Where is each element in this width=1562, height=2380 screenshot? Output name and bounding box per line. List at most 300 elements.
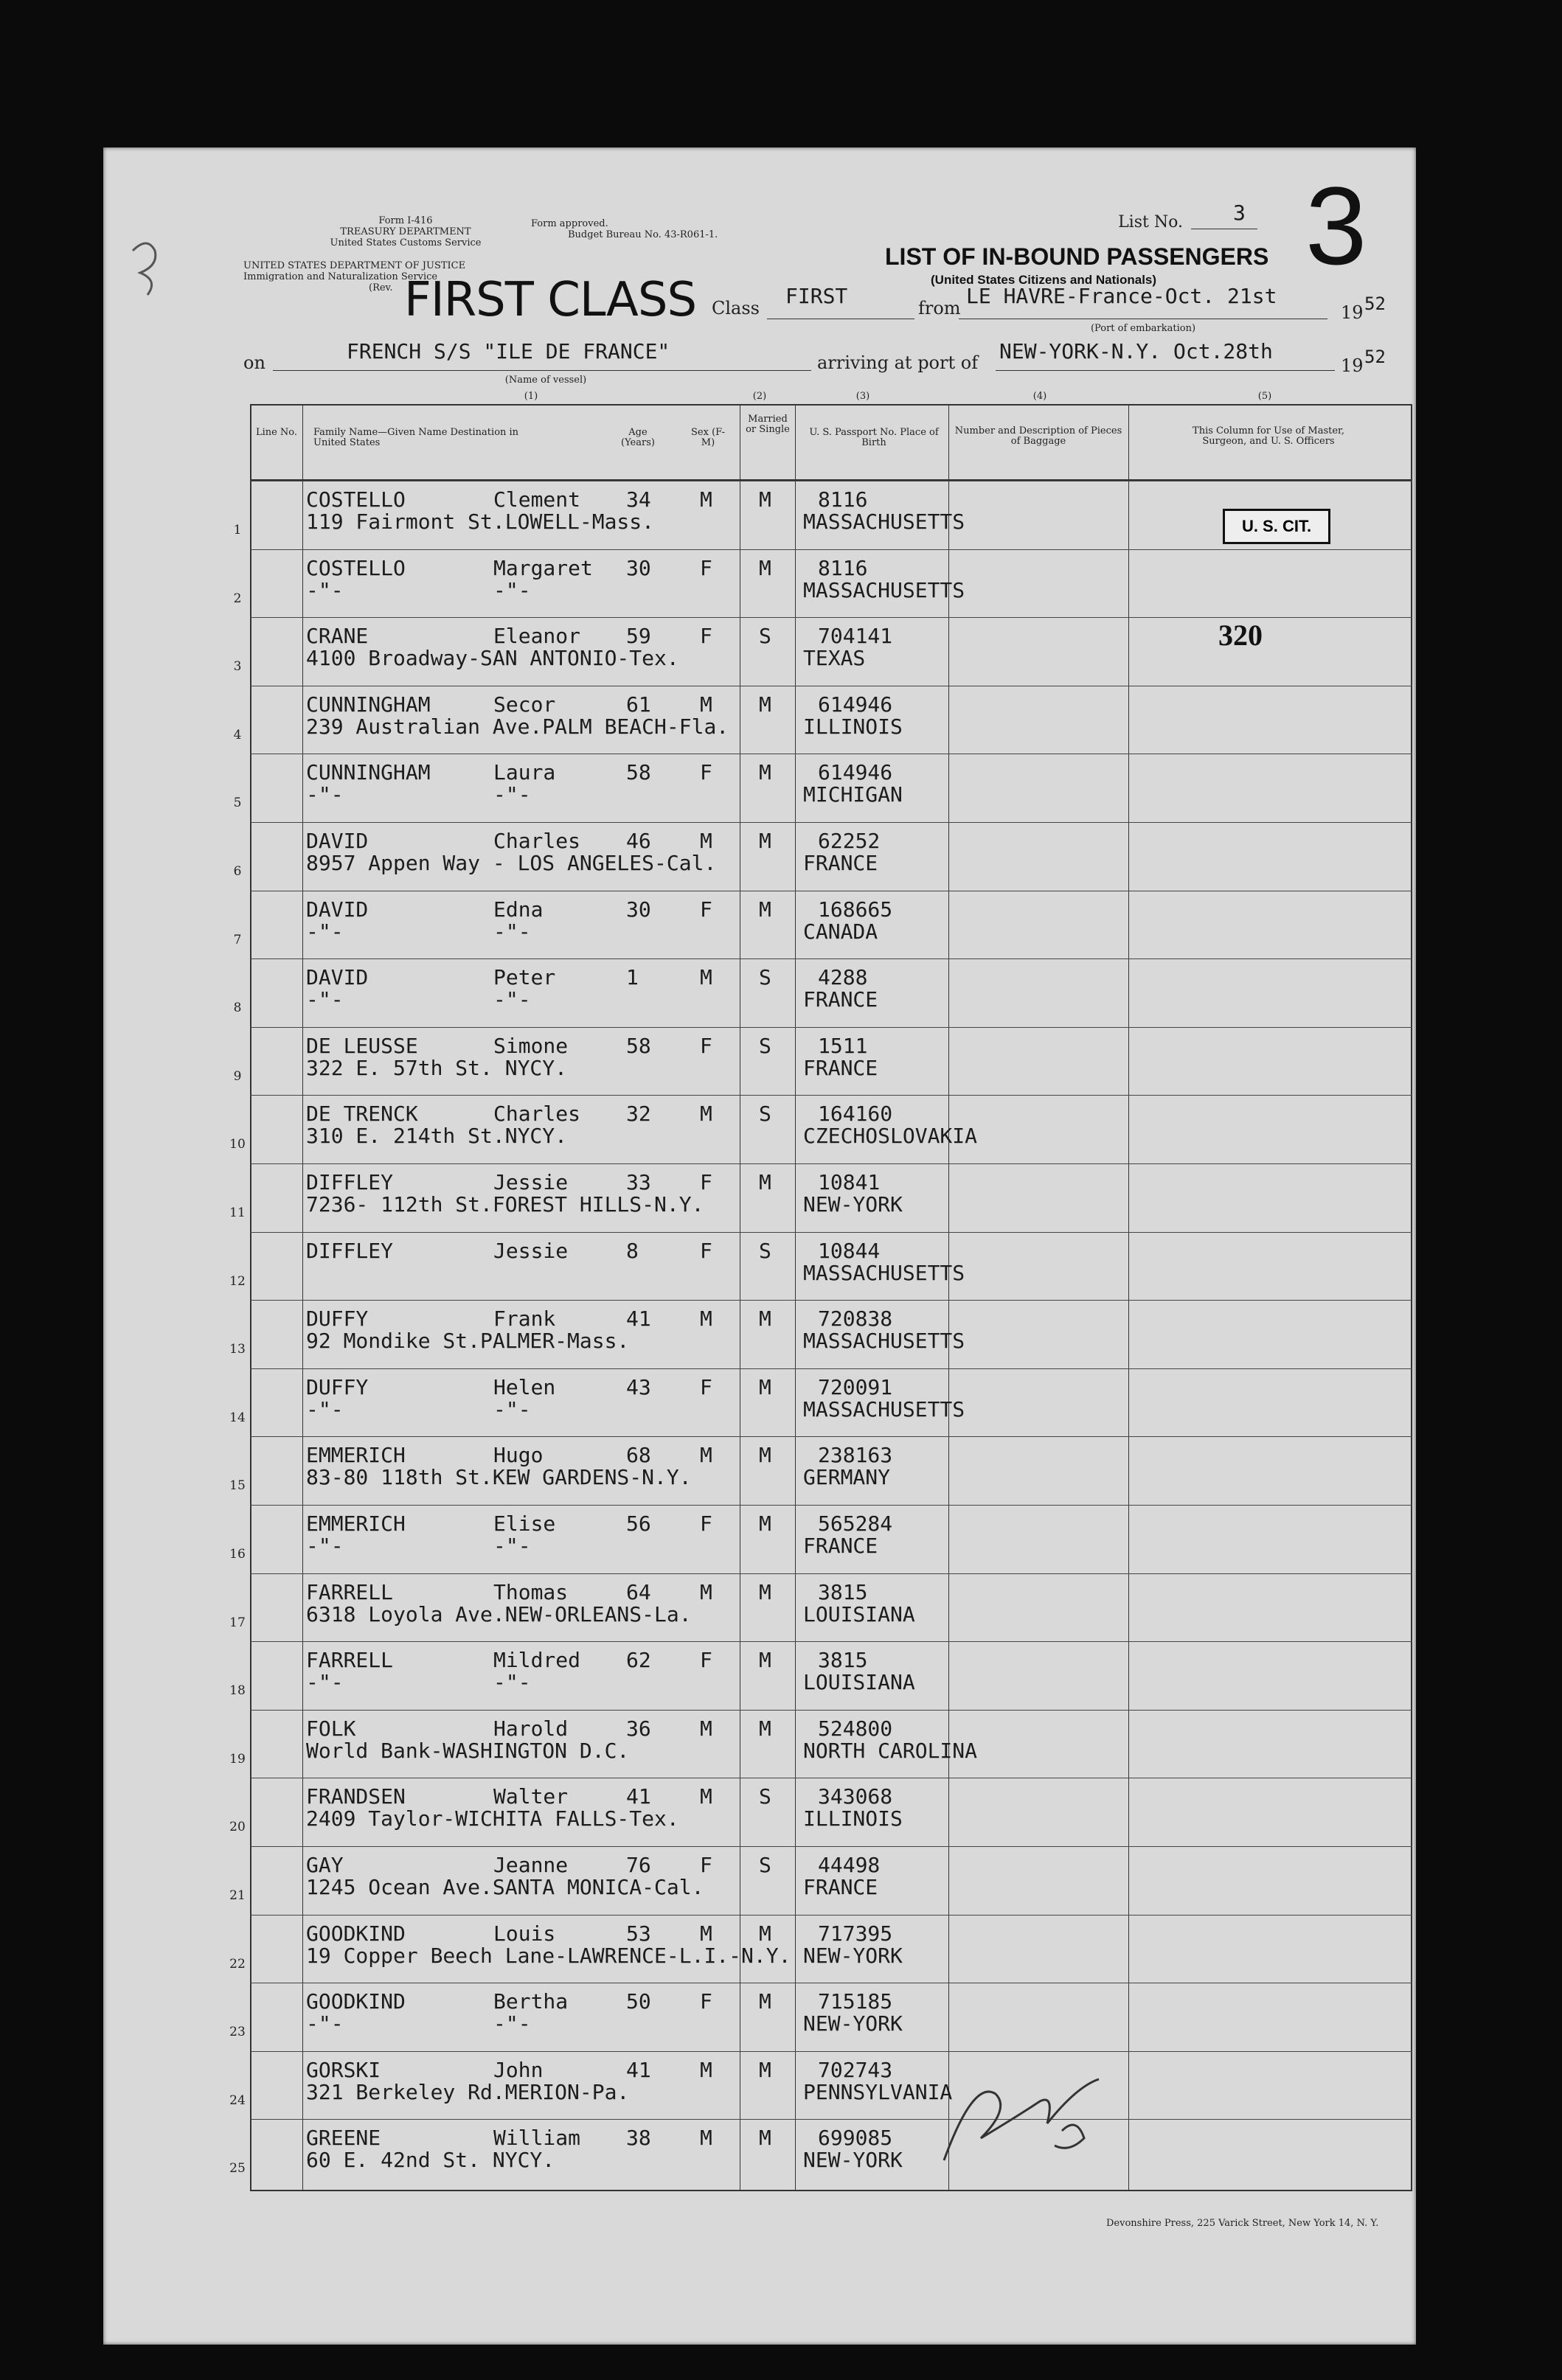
place-of-birth: MASSACHUSETTS bbox=[803, 1396, 965, 1422]
passport-number: 8116 bbox=[818, 555, 868, 580]
printer-footer: Devonshire Press, 225 Varick Street, New York 14, N. Y. bbox=[1106, 2218, 1379, 2229]
given-name: Jessie bbox=[493, 1238, 569, 1263]
destination: 4100 Broadway-SAN ANTONIO-Tex. bbox=[306, 646, 679, 671]
destination: 83-80 118th St.KEW GARDENS-N.Y. bbox=[306, 1465, 692, 1490]
place-of-birth: CANADA bbox=[803, 919, 878, 944]
age-value: 58 bbox=[626, 760, 651, 785]
family-name: FRANDSEN bbox=[306, 1784, 406, 1809]
table-bottom-border bbox=[250, 2190, 1412, 2191]
passport-number: 614946 bbox=[818, 692, 893, 717]
passport-number: 10844 bbox=[818, 1238, 881, 1263]
destination: 1245 Ocean Ave.SANTA MONICA-Cal. bbox=[306, 1875, 704, 1899]
table-row bbox=[229, 1778, 1412, 1846]
passport-number: 524800 bbox=[818, 1716, 893, 1741]
col-marker-5: (5) bbox=[1257, 391, 1272, 402]
marital-status: M bbox=[759, 1374, 771, 1399]
destination: -"- bbox=[306, 1670, 344, 1695]
ins-service: Immigration and Naturalization Service bbox=[243, 271, 438, 282]
table-row bbox=[229, 1095, 1412, 1163]
sex-value: F bbox=[700, 1033, 712, 1058]
line-number: 11 bbox=[229, 1205, 246, 1220]
given-ditto: -"- bbox=[493, 2011, 531, 2036]
rev-note: (Rev. bbox=[369, 282, 393, 293]
arriving-underline bbox=[996, 370, 1335, 371]
family-name: COSTELLO bbox=[306, 555, 406, 580]
page-big-number: 3 bbox=[1305, 164, 1367, 288]
line-number: 10 bbox=[229, 1137, 246, 1152]
line-number: 2 bbox=[233, 591, 242, 606]
destination: 8957 Appen Way - LOS ANGELES-Cal. bbox=[306, 851, 717, 875]
line-number: 4 bbox=[233, 727, 242, 742]
line-number: 24 bbox=[229, 2092, 246, 2108]
from-label: from bbox=[918, 298, 961, 319]
sex-value: F bbox=[700, 897, 712, 922]
place-of-birth: LOUISIANA bbox=[803, 1670, 915, 1695]
table-row bbox=[233, 958, 1412, 1027]
place-of-birth: MICHIGAN bbox=[803, 782, 903, 807]
given-ditto: -"- bbox=[493, 782, 531, 807]
given-name: Bertha bbox=[493, 1989, 569, 2014]
destination: 119 Fairmont St.LOWELL-Mass. bbox=[306, 509, 655, 534]
given-name: Jessie bbox=[493, 1170, 569, 1194]
col-marker-2: (2) bbox=[752, 391, 767, 402]
passport-number: 164160 bbox=[818, 1102, 893, 1127]
family-name: DIFFLEY bbox=[306, 1170, 394, 1194]
age-value: 34 bbox=[626, 487, 651, 512]
place-of-birth: CZECHOSLOVAKIA bbox=[803, 1124, 978, 1149]
passport-number: 10841 bbox=[818, 1170, 881, 1194]
table-row bbox=[233, 754, 1412, 822]
year-value-1: 52 bbox=[1364, 293, 1386, 314]
place-of-birth: FRANCE bbox=[803, 987, 878, 1012]
age-value: 36 bbox=[626, 1716, 651, 1741]
class-label: Class bbox=[712, 298, 760, 319]
table-row bbox=[229, 1368, 1412, 1437]
from-value: LE HAVRE-France-Oct. 21st bbox=[966, 284, 1277, 308]
vessel-name: FRENCH S/S "ILE DE FRANCE" bbox=[347, 339, 670, 363]
given-name: Secor bbox=[493, 692, 556, 717]
line-number: 14 bbox=[229, 1410, 246, 1425]
given-ditto: -"- bbox=[493, 1534, 531, 1558]
col-marker-1: (1) bbox=[524, 391, 538, 402]
table-row bbox=[233, 686, 1412, 754]
family-name: EMMERICH bbox=[306, 1511, 406, 1536]
marital-status: M bbox=[759, 2057, 771, 2082]
given-name: Helen bbox=[493, 1374, 556, 1399]
list-subtitle: (United States Citizens and Nationals) bbox=[931, 273, 1157, 287]
destination: -"- bbox=[306, 919, 344, 944]
place-of-birth: NEW-YORK bbox=[803, 2011, 903, 2036]
form-number: Form I-416 bbox=[378, 215, 433, 226]
destination: -"- bbox=[306, 987, 344, 1012]
family-name: GREENE bbox=[306, 2126, 381, 2151]
list-no-label: List No. bbox=[1118, 213, 1183, 232]
table-row bbox=[229, 1163, 1412, 1232]
sex-value: F bbox=[700, 1648, 712, 1673]
place-of-birth: LOUISIANA bbox=[803, 1601, 915, 1626]
on-label: on bbox=[243, 352, 265, 373]
passport-number: 4288 bbox=[818, 965, 868, 990]
sex-value: M bbox=[700, 1443, 712, 1468]
place-of-birth: PENNSYLVANIA bbox=[803, 2079, 953, 2104]
age-value: 33 bbox=[626, 1170, 651, 1194]
col-marker-4: (4) bbox=[1032, 391, 1047, 402]
place-of-birth: TEXAS bbox=[803, 646, 866, 671]
given-name: Laura bbox=[493, 760, 556, 785]
table-row bbox=[233, 891, 1412, 959]
passport-number: 3815 bbox=[818, 1648, 868, 1673]
given-name: Charles bbox=[493, 829, 581, 853]
line-number: 3 bbox=[233, 659, 242, 675]
place-of-birth: GERMANY bbox=[803, 1465, 891, 1490]
line-number: 12 bbox=[229, 1273, 246, 1289]
age-value: 76 bbox=[626, 1853, 651, 1877]
age-value: 1 bbox=[626, 965, 639, 990]
family-name: GOODKIND bbox=[306, 1989, 406, 2014]
marital-status: M bbox=[759, 1716, 771, 1741]
sex-value: M bbox=[700, 1784, 712, 1809]
age-value: 50 bbox=[626, 1989, 651, 2014]
destination: World Bank-WASHINGTON D.C. bbox=[306, 1738, 630, 1763]
passport-number: 62252 bbox=[818, 829, 881, 853]
age-value: 68 bbox=[626, 1443, 651, 1468]
place-of-birth: NEW-YORK bbox=[803, 2148, 903, 2173]
marital-status: M bbox=[759, 897, 771, 922]
table-row bbox=[229, 1641, 1412, 1710]
destination: 310 E. 214th St.NYCY. bbox=[306, 1124, 568, 1149]
passport-number: 3815 bbox=[818, 1579, 868, 1604]
given-name: Harold bbox=[493, 1716, 569, 1741]
marital-status: M bbox=[759, 760, 771, 785]
list-no-value: 3 bbox=[1233, 201, 1246, 225]
line-number: 25 bbox=[229, 2161, 246, 2177]
given-ditto: -"- bbox=[493, 1670, 531, 1695]
age-value: 8 bbox=[626, 1238, 639, 1263]
family-name: DAVID bbox=[306, 965, 369, 990]
sex-value: M bbox=[700, 2057, 712, 2082]
destination: 6318 Loyola Ave.NEW-ORLEANS-La. bbox=[306, 1601, 692, 1626]
signature-mark bbox=[929, 2050, 1136, 2182]
given-name: Frank bbox=[493, 1306, 556, 1332]
family-name: FARRELL bbox=[306, 1579, 394, 1604]
header-married: Married or Single bbox=[746, 414, 790, 435]
header-age: Age (Years) bbox=[621, 427, 655, 448]
destination: 92 Mondike St.PALMER-Mass. bbox=[306, 1329, 630, 1354]
destination: -"- bbox=[306, 782, 344, 807]
age-value: 32 bbox=[626, 1102, 651, 1127]
sex-value: F bbox=[700, 760, 712, 785]
passport-number: 614946 bbox=[818, 760, 893, 785]
arriving-label: arriving at port of bbox=[817, 352, 979, 373]
family-name: FARRELL bbox=[306, 1648, 394, 1673]
passport-number: 699085 bbox=[818, 2126, 893, 2151]
line-number: 8 bbox=[233, 1001, 242, 1016]
age-value: 59 bbox=[626, 624, 651, 649]
year-label-1: 19 bbox=[1341, 302, 1364, 323]
sex-value: F bbox=[700, 1989, 712, 2014]
table-row bbox=[233, 617, 1412, 686]
header-line-no: Line No. bbox=[255, 427, 298, 438]
family-name: GORSKI bbox=[306, 2057, 381, 2082]
marital-status: M bbox=[759, 1511, 771, 1536]
family-name: DE LEUSSE bbox=[306, 1033, 418, 1058]
line-number: 19 bbox=[229, 1751, 246, 1767]
age-value: 41 bbox=[626, 2057, 651, 2082]
col-marker-3: (3) bbox=[855, 391, 870, 402]
year-label-2: 19 bbox=[1341, 355, 1364, 376]
family-name: DAVID bbox=[306, 897, 369, 922]
line-number: 6 bbox=[233, 864, 242, 879]
budget-bureau: Budget Bureau No. 43-R061-1. bbox=[568, 229, 718, 240]
marital-status: M bbox=[759, 1989, 771, 2014]
place-of-birth: FRANCE bbox=[803, 1534, 878, 1558]
family-name: CUNNINGHAM bbox=[306, 692, 431, 717]
marital-status: M bbox=[759, 1170, 771, 1194]
given-name: William bbox=[493, 2126, 581, 2151]
family-name: CRANE bbox=[306, 624, 369, 649]
given-name: Jeanne bbox=[493, 1853, 569, 1877]
marital-status: M bbox=[759, 1921, 771, 1946]
sex-value: F bbox=[700, 1374, 712, 1399]
place-of-birth: NEW-YORK bbox=[803, 1943, 903, 1968]
table-row bbox=[229, 2119, 1412, 2188]
given-name: Charles bbox=[493, 1102, 581, 1127]
age-value: 41 bbox=[626, 1784, 651, 1809]
line-number: 17 bbox=[229, 1615, 246, 1630]
passport-number: 715185 bbox=[818, 1989, 893, 2014]
sex-value: F bbox=[700, 1238, 712, 1263]
table-row bbox=[229, 1436, 1412, 1505]
sex-value: F bbox=[700, 1170, 712, 1194]
passport-number: 717395 bbox=[818, 1921, 893, 1946]
given-name: Peter bbox=[493, 965, 556, 990]
marital-status: M bbox=[759, 1579, 771, 1604]
table-row bbox=[229, 1505, 1412, 1573]
place-of-birth: ILLINOIS bbox=[803, 1806, 903, 1831]
sex-value: F bbox=[700, 555, 712, 580]
port-embarkation-caption: (Port of embarkation) bbox=[1090, 323, 1196, 334]
sex-value: F bbox=[700, 1853, 712, 1877]
header-sex: Sex (F-M) bbox=[691, 427, 725, 448]
place-of-birth: MASSACHUSETTS bbox=[803, 1260, 965, 1285]
sex-value: M bbox=[700, 1306, 712, 1332]
family-name: FOLK bbox=[306, 1716, 356, 1741]
destination: 321 Berkeley Rd.MERION-Pa. bbox=[306, 2079, 630, 2104]
arriving-value: NEW-YORK-N.Y. Oct.28th bbox=[999, 339, 1273, 363]
line-number: 9 bbox=[233, 1068, 242, 1084]
given-name: Mildred bbox=[493, 1648, 581, 1673]
given-name: Louis bbox=[493, 1921, 556, 1946]
sex-value: M bbox=[700, 965, 712, 990]
family-name: DIFFLEY bbox=[306, 1238, 394, 1263]
table-row bbox=[229, 1846, 1412, 1915]
passport-number: 44498 bbox=[818, 1853, 881, 1877]
sex-value: M bbox=[700, 829, 712, 853]
sex-value: M bbox=[700, 487, 712, 512]
marital-status: M bbox=[759, 555, 771, 580]
marital-status: M bbox=[759, 692, 771, 717]
table-row bbox=[229, 1915, 1412, 1983]
passport-number: 704141 bbox=[818, 624, 893, 649]
marital-status: S bbox=[759, 624, 771, 649]
age-value: 46 bbox=[626, 829, 651, 853]
line-number: 7 bbox=[233, 932, 242, 947]
line-number: 22 bbox=[229, 1956, 246, 1972]
sex-value: F bbox=[700, 1511, 712, 1536]
passport-number: 702743 bbox=[818, 2057, 893, 2082]
destination: 60 E. 42nd St. NYCY. bbox=[306, 2148, 555, 2173]
given-name: Hugo bbox=[493, 1443, 544, 1468]
destination: -"- bbox=[306, 1396, 344, 1422]
header-name: Family Name—Given Name Destination in United States bbox=[313, 427, 519, 448]
header-passport: U. S. Passport No. Place of Birth bbox=[809, 427, 939, 448]
marital-status: S bbox=[759, 1784, 771, 1809]
table-row bbox=[233, 549, 1412, 618]
table-row bbox=[233, 822, 1412, 891]
age-value: 64 bbox=[626, 1579, 651, 1604]
given-ditto: -"- bbox=[493, 987, 531, 1012]
line-number: 1 bbox=[233, 523, 242, 537]
age-value: 62 bbox=[626, 1648, 651, 1673]
inspector-stamp-number: 320 bbox=[1218, 619, 1263, 652]
destination: 2409 Taylor-WICHITA FALLS-Tex. bbox=[306, 1806, 679, 1831]
age-value: 43 bbox=[626, 1374, 651, 1399]
place-of-birth: FRANCE bbox=[803, 1875, 878, 1899]
age-value: 30 bbox=[626, 555, 651, 580]
passport-number: 720838 bbox=[818, 1306, 893, 1332]
given-name: Edna bbox=[493, 897, 544, 922]
marital-status: M bbox=[759, 487, 771, 512]
place-of-birth: MASSACHUSETTS bbox=[803, 577, 965, 602]
marital-status: M bbox=[759, 2126, 771, 2151]
family-name: DAVID bbox=[306, 829, 369, 853]
given-name: Margaret bbox=[493, 555, 593, 580]
sex-value: M bbox=[700, 2126, 712, 2151]
destination: 19 Copper Beech Lane-LAWRENCE-L.I.-N.Y. bbox=[306, 1943, 791, 1968]
line-number: 20 bbox=[229, 1820, 246, 1835]
place-of-birth: ILLINOIS bbox=[803, 714, 903, 739]
given-name: Clement bbox=[493, 487, 581, 512]
sex-value: M bbox=[700, 1921, 712, 1946]
table-row bbox=[229, 1710, 1412, 1778]
family-name: COSTELLO bbox=[306, 487, 406, 512]
line-number: 21 bbox=[229, 1888, 246, 1903]
marital-status: S bbox=[759, 1853, 771, 1877]
destination: -"- bbox=[306, 1534, 344, 1558]
us-citizen-stamp: U. S. CIT. bbox=[1223, 509, 1330, 544]
given-ditto: -"- bbox=[493, 577, 531, 602]
family-name: DUFFY bbox=[306, 1374, 369, 1399]
justice-dept: UNITED STATES DEPARTMENT OF JUSTICE bbox=[243, 260, 466, 271]
treasury-dept: TREASURY DEPARTMENT bbox=[340, 226, 471, 237]
marital-status: S bbox=[759, 965, 771, 990]
margin-pencil-mark bbox=[125, 236, 170, 302]
family-name: GOODKIND bbox=[306, 1921, 406, 1946]
customs-service: United States Customs Service bbox=[330, 237, 482, 248]
form-approved: Form approved. bbox=[531, 218, 608, 229]
line-number: 13 bbox=[229, 1342, 246, 1357]
marital-status: M bbox=[759, 1306, 771, 1332]
destination: -"- bbox=[306, 577, 344, 602]
destination: 239 Australian Ave.PALM BEACH-Fla. bbox=[306, 714, 729, 739]
given-name: Elise bbox=[493, 1511, 556, 1536]
vessel-underline bbox=[273, 370, 811, 371]
place-of-birth: FRANCE bbox=[803, 1055, 878, 1080]
header-baggage: Number and Description of Pieces of Baggage bbox=[954, 425, 1122, 447]
passport-number: 720091 bbox=[818, 1374, 893, 1399]
age-value: 38 bbox=[626, 2126, 651, 2151]
list-title: LIST OF IN-BOUND PASSENGERS bbox=[885, 243, 1269, 270]
passport-number: 343068 bbox=[818, 1784, 893, 1809]
marital-status: S bbox=[759, 1102, 771, 1127]
line-number: 5 bbox=[233, 796, 242, 811]
age-value: 58 bbox=[626, 1033, 651, 1058]
sex-value: F bbox=[700, 624, 712, 649]
line-number: 23 bbox=[229, 2025, 246, 2040]
marital-status: S bbox=[759, 1033, 771, 1058]
family-name: EMMERICH bbox=[306, 1443, 406, 1468]
year-value-2: 52 bbox=[1364, 347, 1386, 367]
given-ditto: -"- bbox=[493, 1396, 531, 1422]
age-value: 53 bbox=[626, 1921, 651, 1946]
place-of-birth: MASSACHUSETTS bbox=[803, 1329, 965, 1354]
given-name: Eleanor bbox=[493, 624, 581, 649]
place-of-birth: FRANCE bbox=[803, 851, 878, 875]
sex-value: M bbox=[700, 1102, 712, 1127]
given-name: Simone bbox=[493, 1033, 569, 1058]
destination: -"- bbox=[306, 2011, 344, 2036]
line-number: 16 bbox=[229, 1547, 246, 1562]
passport-number: 565284 bbox=[818, 1511, 893, 1536]
age-value: 41 bbox=[626, 1306, 651, 1332]
vessel-caption: (Name of vessel) bbox=[504, 375, 587, 386]
family-name: GAY bbox=[306, 1853, 344, 1877]
table-top-border bbox=[250, 404, 1412, 406]
table-row bbox=[229, 1232, 1412, 1301]
table-row bbox=[229, 1300, 1412, 1368]
line-number: 15 bbox=[229, 1478, 246, 1494]
given-name: John bbox=[493, 2057, 544, 2082]
line-number: 18 bbox=[229, 1683, 246, 1699]
marital-status: S bbox=[759, 1238, 771, 1263]
header-officers: This Column for Use of Master, Surgeon, and U. S. Officers bbox=[1193, 425, 1344, 447]
passport-number: 8116 bbox=[818, 487, 868, 512]
sex-value: M bbox=[700, 1579, 712, 1604]
passport-number: 238163 bbox=[818, 1443, 893, 1468]
family-name: DE TRENCK bbox=[306, 1102, 418, 1127]
class-value: FIRST bbox=[785, 284, 848, 308]
place-of-birth: NORTH CAROLINA bbox=[803, 1738, 978, 1763]
table-row bbox=[233, 1027, 1412, 1096]
family-name: CUNNINGHAM bbox=[306, 760, 431, 785]
destination: 322 E. 57th St. NYCY. bbox=[306, 1055, 568, 1080]
passport-number: 1511 bbox=[818, 1033, 868, 1058]
age-value: 30 bbox=[626, 897, 651, 922]
sex-value: M bbox=[700, 1716, 712, 1741]
given-ditto: -"- bbox=[493, 919, 531, 944]
given-name: Walter bbox=[493, 1784, 569, 1809]
place-of-birth: NEW-YORK bbox=[803, 1192, 903, 1217]
marital-status: M bbox=[759, 1648, 771, 1673]
table-row bbox=[233, 481, 1412, 549]
marital-status: M bbox=[759, 829, 771, 853]
table-row bbox=[229, 1573, 1412, 1642]
passport-number: 168665 bbox=[818, 897, 893, 922]
family-name: DUFFY bbox=[306, 1306, 369, 1332]
table-row bbox=[229, 1983, 1412, 2051]
marital-status: M bbox=[759, 1443, 771, 1468]
place-of-birth: MASSACHUSETTS bbox=[803, 509, 965, 534]
